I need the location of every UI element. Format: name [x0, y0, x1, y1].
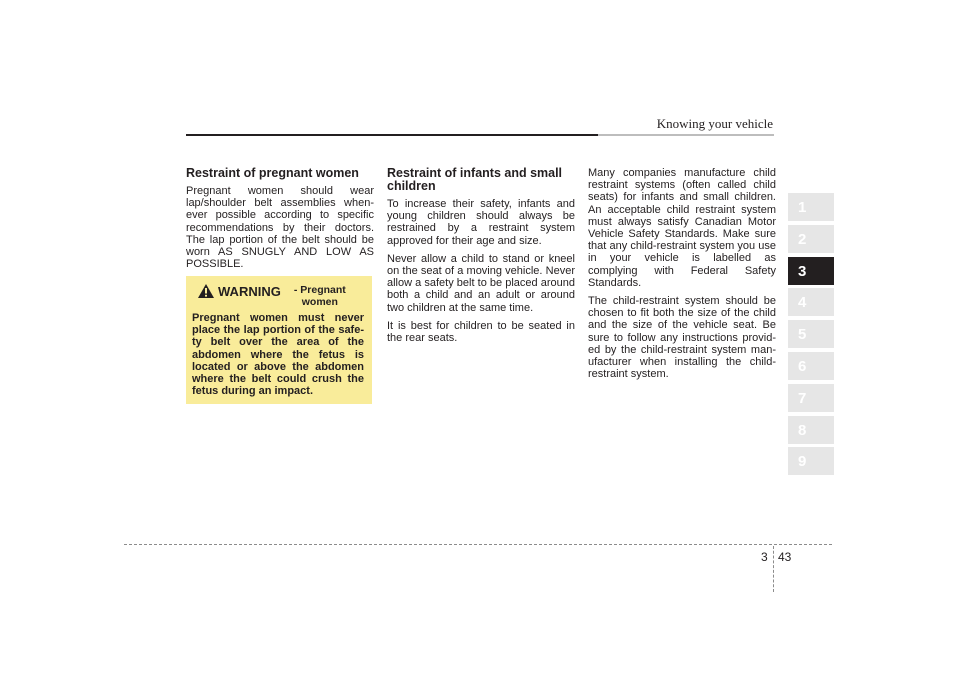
chapter-tab-7[interactable]: 7 [788, 384, 834, 412]
chapter-tab-8[interactable]: 8 [788, 416, 834, 444]
page-number: 43 [778, 550, 792, 564]
paragraph: Pregnant women should wear lap/shoulder belt assemblies when-ever possible according to specific recommendations by their doctors. The lap portion of the belt should be worn AS SNUGLY AND LOW AS POSSIBLE. [186, 185, 374, 271]
chapter-tabs [788, 193, 834, 479]
chapter-tab-4[interactable]: 4 [788, 288, 834, 316]
chapter-tab-1[interactable]: 1 [788, 193, 834, 221]
paragraph: To increase their safety, infants and young children should always be restrained by a restraint system approved for their age and size. [387, 198, 575, 247]
warning-box [186, 276, 372, 404]
header-title: Knowing your vehicle [656, 116, 773, 131]
warning-header [192, 284, 364, 308]
warning-subject [285, 284, 355, 308]
paragraph: The child-restraint system should be chosen to fit both the size of the child and the size of the vehicle seat. Be sure to follow any instructions provid-ed by the child-restraint system man-ufacturer when installing the child-restraint system. [588, 295, 776, 381]
warning-body: Pregnant women must never place the lap portion of the safe-ty belt over the area of the abdomen where the fetus is located or above the abdomen where the belt could crush the fetus during an impact. [192, 312, 364, 398]
warning-subject-line1: - Pregnant [293, 284, 346, 296]
warning-label: WARNING [218, 284, 281, 299]
warning-subject-line2: women [301, 296, 338, 308]
header-rule-light [598, 134, 774, 136]
chapter-tab-5[interactable]: 5 [788, 320, 834, 348]
column-3 [588, 167, 776, 386]
section-heading-pregnant: Restraint of pregnant women [186, 166, 359, 180]
footer-divider [773, 546, 774, 592]
chapter-tab-3[interactable]: 3 [788, 257, 834, 285]
chapter-tab-6[interactable]: 6 [788, 352, 834, 380]
column-1 [186, 167, 374, 276]
warning-triangle-icon [198, 284, 214, 298]
chapter-tab-2[interactable]: 2 [788, 225, 834, 253]
column-2 [387, 167, 575, 350]
paragraph: Never allow a child to stand or kneel on the seat of a moving vehicle. Never allow a safety belt to be placed around both a child and an adult or around two children at the same time. [387, 252, 575, 314]
footer-rule [124, 544, 832, 545]
section-heading-infants: Restraint of infants and small children [387, 166, 563, 193]
paragraph: Many companies manufacture child restraint systems (often called child seats) for infants and small children. An acceptable child restraint system must always satisfy Canadian Motor Vehicle Safety Standards. Make sure that any child-restraint system you use in your vehicle is labelled as complying with Federal Safety Standards. [588, 167, 776, 289]
chapter-tab-9[interactable]: 9 [788, 447, 834, 475]
paragraph: It is best for children to be seated in the rear seats. [387, 319, 575, 345]
header-rule [186, 134, 598, 136]
page-chapter-number: 3 [761, 550, 768, 564]
